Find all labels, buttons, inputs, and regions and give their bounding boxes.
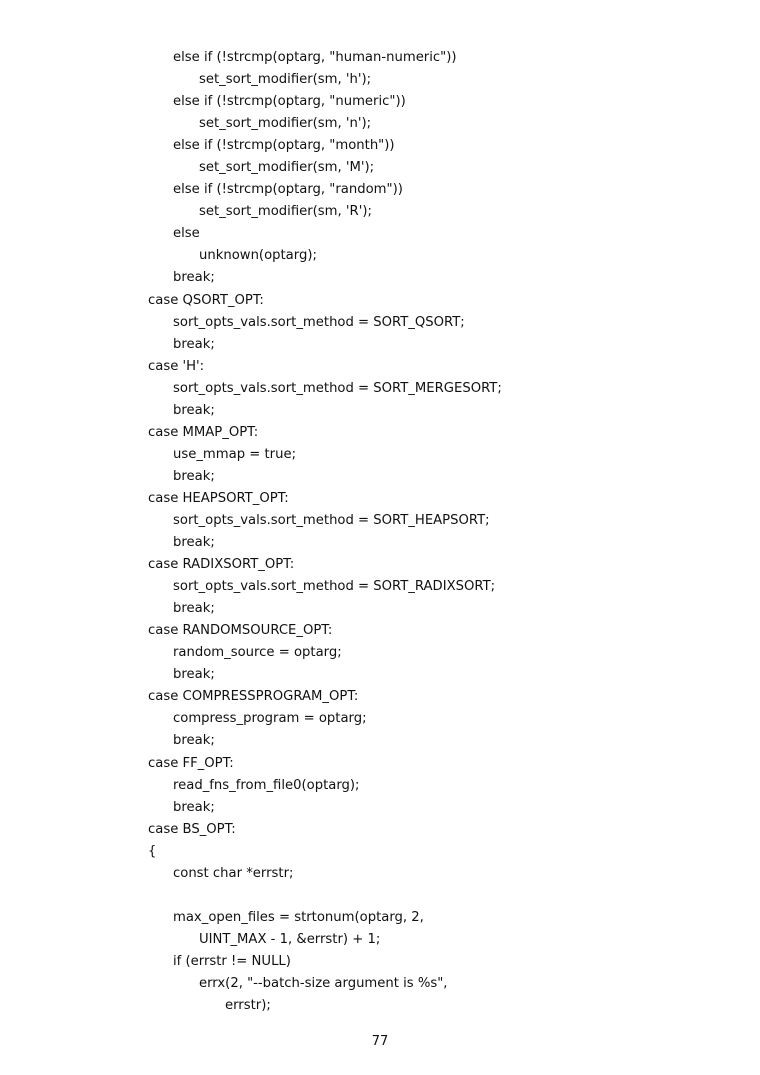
code-line [148, 885, 728, 907]
code-line: UINT_MAX - 1, &errstr) + 1; [199, 931, 381, 947]
code-line: break; [173, 402, 215, 418]
code-line: break; [173, 468, 215, 484]
code-line: unknown(optarg); [199, 248, 317, 264]
code-line: case HEAPSORT_OPT: [148, 490, 289, 506]
code-line: { [148, 843, 157, 859]
code-line: random_source = optarg; [173, 645, 342, 661]
code-line: if (errstr != NULL) [173, 953, 291, 969]
code-line: case RADIXSORT_OPT: [148, 557, 295, 573]
code-line: set_sort_modifier(sm, 'R'); [199, 204, 372, 220]
code-line: else if (!strcmp(optarg, "random")) [173, 182, 403, 198]
code-line: sort_opts_vals.sort_method = SORT_RADIXSORT; [173, 579, 496, 595]
code-line: break; [173, 799, 215, 815]
code-line: case 'H': [148, 358, 205, 374]
code-line: sort_opts_vals.sort_method = SORT_QSORT; [173, 314, 465, 330]
code-line: use_mmap = true; [173, 446, 297, 462]
code-line: break; [173, 336, 215, 352]
code-line: else if (!strcmp(optarg, "month")) [173, 138, 395, 154]
code-listing [148, 47, 728, 1017]
code-line: sort_opts_vals.sort_method = SORT_HEAPSORT; [173, 512, 490, 528]
code-line: read_fns_from_file0(optarg); [173, 777, 360, 793]
code-line: compress_program = optarg; [173, 711, 367, 727]
code-line: case MMAP_OPT: [148, 424, 259, 440]
code-line: case BS_OPT: [148, 821, 236, 837]
code-line: break; [173, 270, 215, 286]
code-line: case FF_OPT: [148, 755, 234, 771]
code-line: break; [173, 601, 215, 617]
code-line: errstr); [225, 998, 271, 1014]
code-line: break; [173, 535, 215, 551]
code-line: set_sort_modifier(sm, 'M'); [199, 160, 375, 176]
code-line: break; [173, 667, 215, 683]
code-line: break; [173, 733, 215, 749]
code-line: const char *errstr; [173, 865, 294, 881]
code-line: else if (!strcmp(optarg, "numeric")) [173, 94, 406, 110]
code-line: else if (!strcmp(optarg, "human-numeric")) [173, 50, 457, 65]
code-line: case QSORT_OPT: [148, 292, 264, 308]
code-line: set_sort_modifier(sm, 'h'); [199, 72, 372, 88]
code-line: sort_opts_vals.sort_method = SORT_MERGESORT; [173, 380, 502, 396]
code-line: errx(2, "--batch-size argument is %s", [199, 975, 448, 991]
page-number: 77 [371, 1034, 389, 1049]
code-line: max_open_files = strtonum(optarg, 2, [173, 909, 424, 925]
code-line: set_sort_modifier(sm, 'n'); [199, 116, 372, 132]
code-line: case RANDOMSOURCE_OPT: [148, 623, 333, 639]
code-line: case COMPRESSPROGRAM_OPT: [148, 689, 359, 705]
code-line: else [173, 226, 200, 242]
